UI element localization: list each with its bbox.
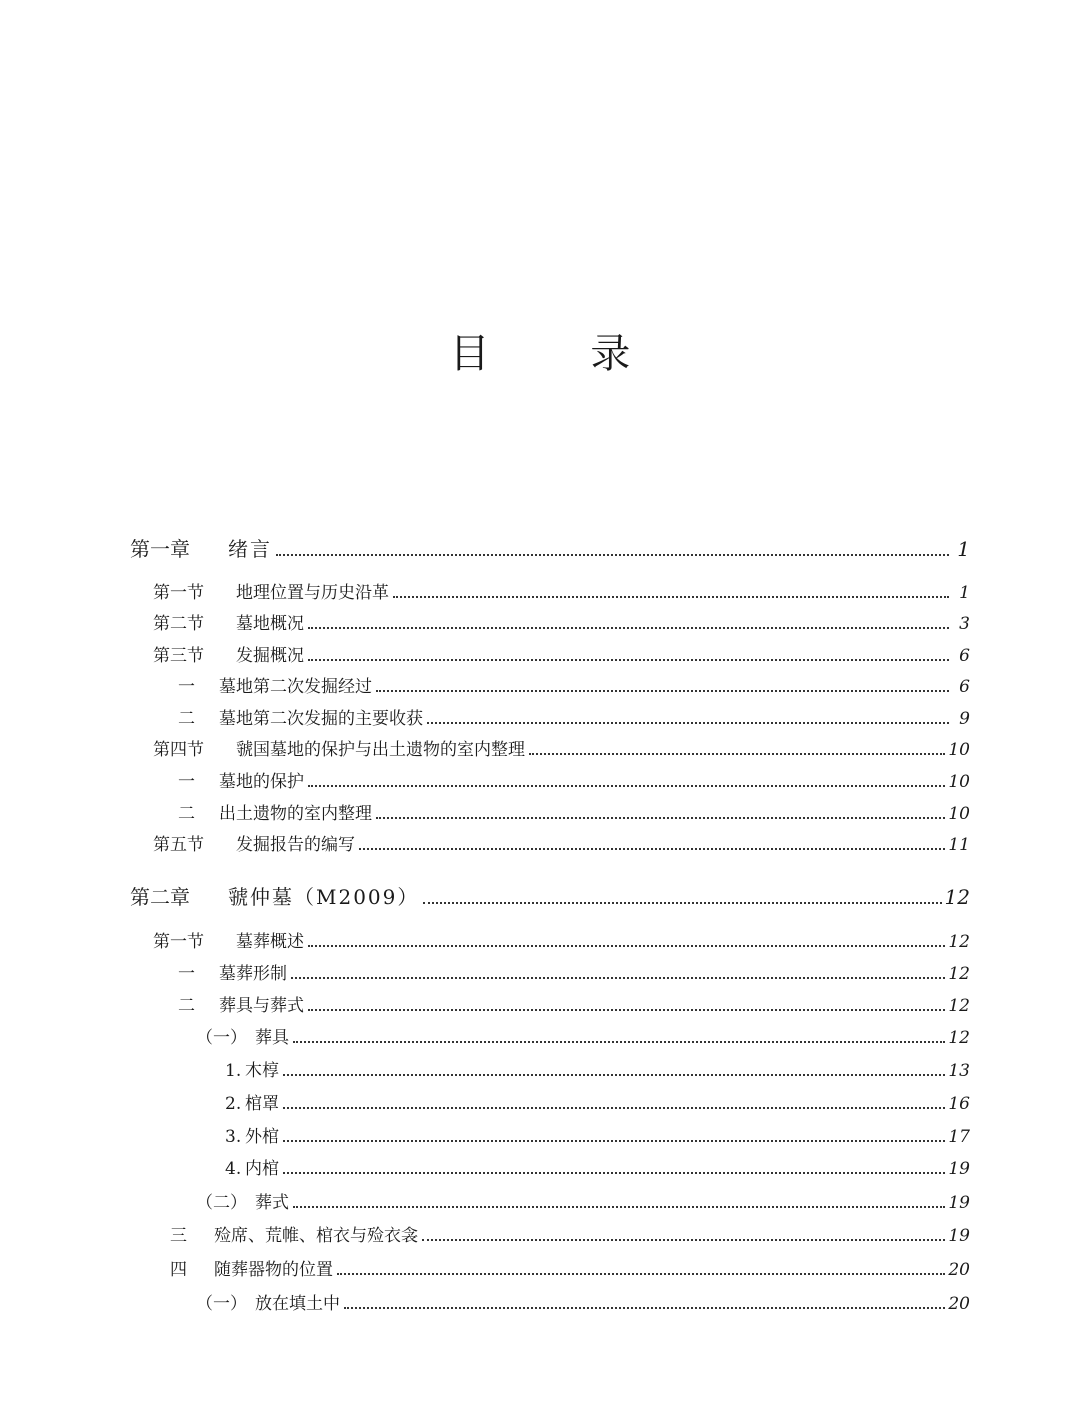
entry-title: 放在填土中: [255, 1294, 340, 1314]
leader-dots: [308, 626, 949, 629]
entry-title: 殓席、荒帷、棺衣与殓衣衾: [214, 1226, 418, 1246]
entry-page: 9: [959, 709, 970, 729]
entry-title: 墓葬概述: [236, 932, 304, 952]
entry-number: 第三节: [153, 646, 204, 666]
entry-number: 第二节: [153, 614, 204, 634]
entry-title: 墓地的保护: [219, 772, 304, 792]
entry-page: 10: [948, 772, 970, 792]
entry-number: 第一章: [130, 537, 190, 561]
toc-entry: [153, 929, 970, 955]
entry-number: 第五节: [153, 835, 204, 855]
leader-dots: [529, 752, 945, 755]
entry-page: 19: [948, 1226, 970, 1246]
toc-entry: [225, 1091, 970, 1117]
toc-entry: [196, 1291, 970, 1317]
leader-dots: [393, 595, 949, 598]
entry-page: 10: [948, 804, 970, 824]
leader-dots: [376, 689, 949, 692]
toc-entry: [225, 1058, 970, 1084]
toc-entry: [130, 534, 970, 564]
leader-dots: [308, 658, 949, 661]
toc-entry: [178, 801, 970, 827]
entry-number: 二: [178, 996, 195, 1016]
entry-page: 19: [948, 1193, 970, 1213]
entry-number: （二）: [196, 1193, 247, 1213]
leader-dots: [337, 1272, 945, 1275]
entry-page: 19: [948, 1159, 970, 1179]
toc-entry: [178, 706, 970, 732]
leader-dots: [293, 1205, 945, 1208]
entry-title: 墓葬形制: [219, 964, 287, 984]
toc-entry: [196, 1025, 970, 1051]
entry-number: 二: [178, 804, 195, 824]
leader-dots: [359, 847, 945, 850]
toc-entry: [225, 1156, 970, 1182]
entry-page: 6: [959, 646, 970, 666]
entry-page: 20: [948, 1260, 970, 1280]
entry-title: 葬式: [255, 1193, 289, 1213]
entry-title: 葬具与葬式: [219, 996, 304, 1016]
leader-dots: [423, 901, 941, 904]
leader-dots: [283, 1139, 945, 1142]
entry-page: 16: [948, 1094, 970, 1114]
entry-number: 3.: [225, 1127, 242, 1147]
entry-number: 四: [170, 1260, 187, 1280]
entry-page: 10: [948, 740, 970, 760]
entry-number: 一: [178, 677, 195, 697]
toc-entry: [130, 882, 970, 912]
leader-dots: [283, 1073, 945, 1076]
entry-title: 棺罩: [245, 1094, 279, 1114]
entry-title: 墓地第二次发掘经过: [219, 677, 372, 697]
entry-title: 墓地第二次发掘的主要收获: [219, 709, 423, 729]
entry-number: 二: [178, 709, 195, 729]
toc-title: 目 录: [449, 331, 675, 377]
entry-page: 12: [948, 1028, 970, 1048]
entry-page: 3: [959, 614, 970, 634]
leader-dots: [293, 1040, 945, 1043]
entry-number: 第一节: [153, 583, 204, 603]
leader-dots: [283, 1106, 945, 1109]
toc-entry: [153, 737, 970, 763]
toc-entry: [153, 643, 970, 669]
entry-title: 地理位置与历史沿革: [236, 583, 389, 603]
toc-entry: [178, 769, 970, 795]
entry-number: （一）: [196, 1294, 247, 1314]
entry-number: （一）: [196, 1028, 247, 1048]
entry-number: 第一节: [153, 932, 204, 952]
entry-title: 虢国墓地的保护与出土遗物的室内整理: [236, 740, 525, 760]
leader-dots: [344, 1306, 945, 1309]
entry-number: 4.: [225, 1159, 242, 1179]
entry-title: 发掘概况: [236, 646, 304, 666]
entry-title: 发掘报告的编写: [236, 835, 355, 855]
leader-dots: [291, 976, 945, 979]
toc-entry: [178, 961, 970, 987]
entry-page: 1: [957, 537, 970, 561]
entry-title: 墓地概况: [236, 614, 304, 634]
leader-dots: [283, 1171, 945, 1174]
entry-title: 葬具: [255, 1028, 289, 1048]
entry-title: 出土遗物的室内整理: [219, 804, 372, 824]
entry-page: 12: [948, 932, 970, 952]
entry-page: 13: [948, 1061, 970, 1081]
entry-page: 11: [948, 835, 970, 855]
leader-dots: [427, 721, 949, 724]
entry-title: 随葬器物的位置: [214, 1260, 333, 1280]
toc-entry: [178, 674, 970, 700]
leader-dots: [422, 1238, 945, 1241]
leader-dots: [276, 553, 949, 556]
entry-page: 17: [948, 1127, 970, 1147]
entry-title: 外棺: [245, 1127, 279, 1147]
entry-page: 12: [948, 964, 970, 984]
toc-entry: [170, 1223, 970, 1249]
entry-page: 12: [944, 885, 970, 909]
entry-number: 第四节: [153, 740, 204, 760]
entry-page: 12: [948, 996, 970, 1016]
entry-title: 虢仲墓（M2009）: [228, 885, 420, 909]
toc-entry: [153, 832, 970, 858]
leader-dots: [308, 784, 945, 787]
toc-entry: [225, 1124, 970, 1150]
entry-page: 6: [959, 677, 970, 697]
entry-number: 1.: [225, 1061, 242, 1081]
toc-entry: [153, 611, 970, 637]
entry-number: 一: [178, 964, 195, 984]
entry-number: 2.: [225, 1094, 242, 1114]
leader-dots: [308, 1008, 945, 1011]
toc-entry: [153, 580, 970, 606]
entry-page: 1: [959, 583, 970, 603]
entry-number: 一: [178, 772, 195, 792]
toc-entry: [196, 1190, 970, 1216]
entry-title: 绪言: [228, 537, 272, 561]
toc-entry: [178, 993, 970, 1019]
entry-number: 三: [170, 1226, 187, 1246]
entry-page: 20: [948, 1294, 970, 1314]
entry-title: 木椁: [245, 1061, 279, 1081]
leader-dots: [308, 944, 945, 947]
leader-dots: [376, 816, 945, 819]
toc-entry: [170, 1257, 970, 1283]
entry-title: 内棺: [245, 1159, 279, 1179]
entry-number: 第二章: [130, 885, 190, 909]
